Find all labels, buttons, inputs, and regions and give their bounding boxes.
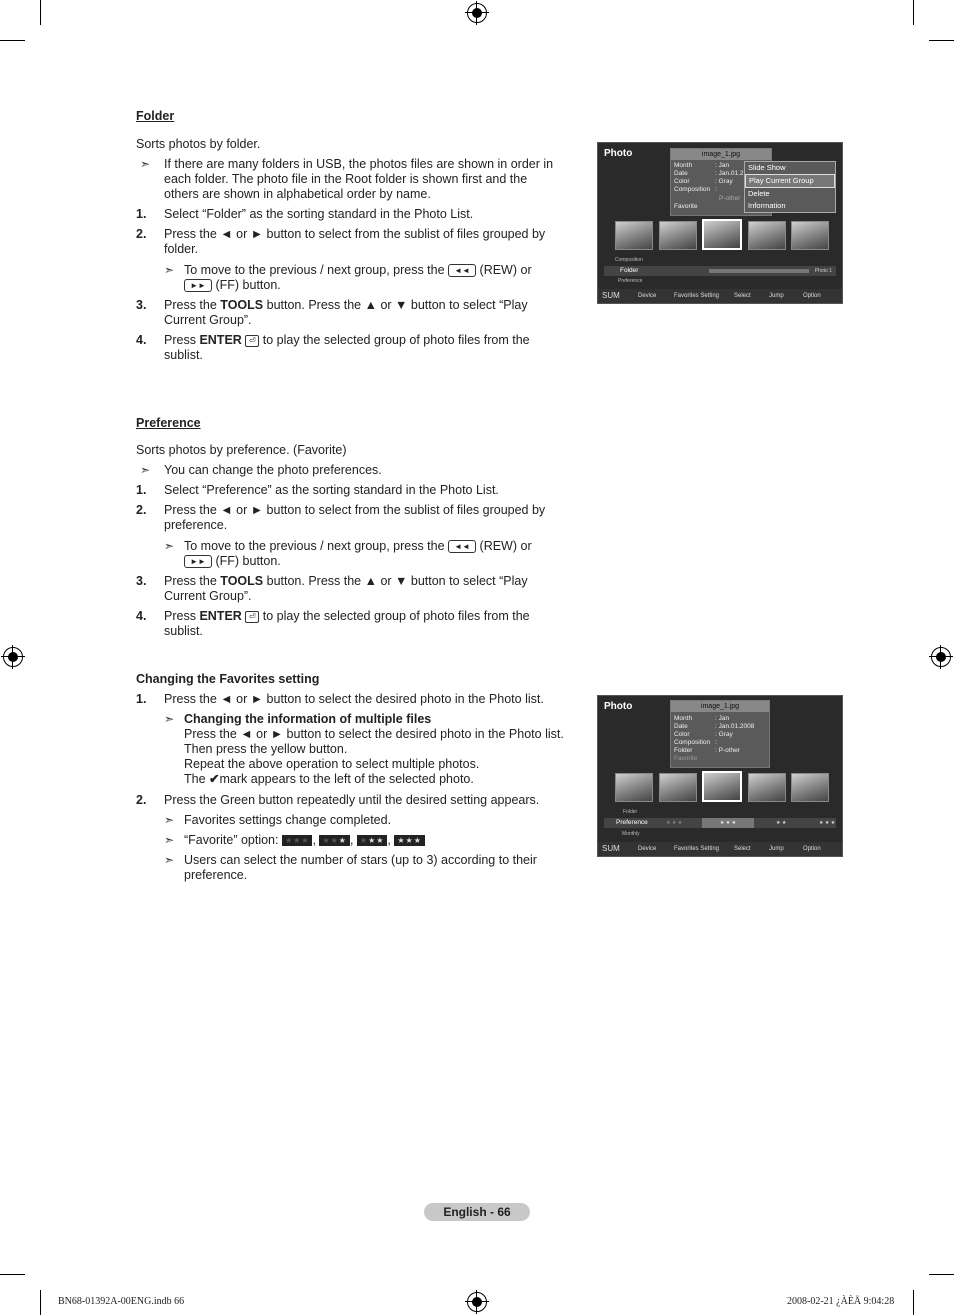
step-number: 4.	[136, 333, 147, 347]
folder-step1: Select “Folder” as the sorting standard in the Photo List.	[164, 207, 474, 221]
note-arrow-icon: ➣	[164, 813, 175, 827]
tv-screen-folder	[597, 142, 843, 304]
crop-mark	[0, 40, 25, 41]
group-bar	[604, 818, 836, 828]
crop-mark	[913, 1290, 914, 1315]
sub-text: Then press the yellow button.	[184, 742, 348, 756]
menu-item-play-current-group[interactable]: Play Current Group	[745, 174, 835, 188]
info-label: Month	[674, 162, 693, 169]
note-text: To move to the previous / next group, press the	[184, 539, 445, 553]
note-text: To move to the previous / next group, press the	[184, 263, 445, 277]
info-value: P-other	[719, 195, 741, 202]
check-icon: ✔	[209, 772, 220, 786]
info-value: : Jan	[715, 162, 730, 169]
tools-label: TOOLS	[220, 574, 264, 588]
favorites-step2: Press the Green button repeatedly until the desired setting appears.	[164, 793, 540, 807]
preference-step2-note	[184, 539, 564, 569]
note-arrow-icon: ➣	[140, 463, 151, 477]
sub-heading: Changing the information of multiple files	[184, 712, 432, 726]
status-option: Option	[803, 846, 821, 852]
step-number: 2.	[136, 227, 147, 241]
step-number: 2.	[136, 793, 147, 807]
section-heading-favorites: Changing the Favorites setting	[136, 672, 320, 686]
group-progress	[709, 269, 809, 273]
rew-icon: ◄◄	[448, 540, 476, 553]
star-rating-3-icon: ★★★	[394, 835, 425, 846]
photo-thumbnail[interactable]	[615, 773, 653, 802]
favorites-step1: Press the ◄ or ► button to select the desired photo in the Photo list.	[164, 692, 544, 706]
info-label: Composition	[674, 739, 711, 746]
page-number-badge: English - 66	[424, 1203, 530, 1221]
info-label: Color	[674, 178, 690, 185]
pref-stars: ★ ★ ★	[819, 820, 836, 826]
photo-thumbnail[interactable]	[791, 773, 829, 802]
info-value: : Jan.01.2008	[715, 723, 755, 730]
info-value: :	[715, 739, 717, 746]
status-jump: Jump	[769, 846, 784, 852]
folder-step4	[164, 333, 564, 363]
tv-screen-preference	[597, 695, 843, 857]
preference-step3	[164, 574, 564, 604]
info-label: Favorite	[674, 203, 698, 210]
crop-mark	[40, 0, 41, 25]
preference-step1: Select “Preference” as the sorting standard in the Photo List.	[164, 483, 499, 497]
star-rating-0-icon: ★★★	[282, 835, 313, 846]
status-device: Device	[638, 846, 657, 852]
file-info: BN68-01392A-00ENG.indb 66	[58, 1296, 185, 1307]
group-label: Monthly	[622, 831, 640, 837]
crop-mark	[913, 0, 914, 25]
ff-icon: ►►	[184, 555, 212, 568]
sum-label: SUM	[602, 844, 620, 853]
folder-step2: Press the ◄ or ► button to select from the sublist of files grouped by folder.	[164, 227, 546, 256]
note-arrow-icon: ➣	[164, 833, 175, 847]
status-select: Select	[734, 293, 751, 299]
pref-stars: ★ ★	[776, 820, 787, 826]
step-number: 1.	[136, 692, 147, 706]
file-name: image_1.jpg	[671, 149, 771, 160]
folder-intro: Sorts photos by folder.	[136, 137, 261, 151]
note-text: (FF) button.	[215, 278, 281, 292]
status-select: Select	[734, 846, 751, 852]
section-heading-preference: Preference	[136, 416, 201, 430]
enter-icon: ⏎	[245, 335, 259, 347]
crop-mark	[0, 1274, 25, 1275]
favorites-note-c: Users can select the number of stars (up to 3) according to their preference.	[184, 853, 537, 882]
info-value: : Jan	[715, 715, 730, 722]
note-text: (REW) or	[479, 263, 532, 277]
status-bar	[598, 842, 842, 856]
crop-mark	[929, 40, 954, 41]
group-current: Preference	[616, 819, 648, 826]
step-text: button. Press the ▲ or ▼ button to select “Play Current Group”.	[164, 574, 528, 603]
preference-intro: Sorts photos by preference. (Favorite)	[136, 443, 347, 457]
info-label: Composition	[674, 186, 711, 193]
info-value: : P-other	[715, 747, 740, 754]
step-text: button. Press the ▲ or ▼ button to select “Play Current Group”.	[164, 298, 528, 327]
favorites-note-a: Favorites settings change completed.	[184, 813, 392, 827]
registration-mark-icon	[3, 647, 23, 667]
note-arrow-icon: ➣	[164, 263, 175, 277]
menu-item-slideshow[interactable]: Slide Show	[748, 163, 786, 172]
print-timestamp: 2008-02-21 ¿ÀÈÄ 9:04:28	[787, 1296, 895, 1307]
group-label: Preference	[618, 278, 643, 284]
menu-item-information[interactable]: Information	[748, 201, 786, 210]
registration-mark-icon	[467, 3, 487, 23]
photo-thumbnail[interactable]	[748, 221, 786, 250]
favorites-multi-files	[184, 712, 584, 787]
status-favorites: Favorites Setting	[674, 293, 720, 299]
file-name: image_1.jpg	[671, 701, 769, 712]
photo-thumbnail[interactable]	[659, 221, 697, 250]
step-number: 1.	[136, 207, 147, 221]
folder-note: If there are many folders in USB, the photos files are shown in order in each folder. The photo file in the Root folder is shown first and the others are shown in alphabetical order by name.	[164, 157, 554, 201]
group-current: Folder	[620, 267, 639, 274]
note-arrow-icon: ➣	[164, 539, 175, 553]
photo-thumbnail-selected[interactable]	[702, 771, 742, 802]
sub-text: mark appears to the left of the selected photo.	[219, 772, 474, 786]
group-bar	[604, 266, 836, 276]
registration-mark-icon	[931, 647, 951, 667]
info-value: :	[715, 186, 717, 193]
info-label: Date	[674, 723, 688, 730]
info-label: Date	[674, 170, 688, 177]
step-text: to play the selected group of photo files from the sublist.	[164, 609, 530, 638]
photo-thumbnail[interactable]	[748, 773, 786, 802]
note-arrow-icon: ➣	[164, 853, 175, 867]
sub-text: Repeat the above operation to select multiple photos.	[184, 757, 480, 771]
star-rating-1-icon: ★★★	[319, 835, 350, 846]
sub-text: The	[184, 772, 206, 786]
group-right-label: Photo 1	[814, 268, 832, 274]
pref-stars-selected: ★ ★ ★	[702, 818, 754, 828]
tools-label: TOOLS	[220, 298, 264, 312]
status-bar	[598, 289, 842, 303]
step-text: Press	[164, 609, 196, 623]
step-text: Press the	[164, 298, 217, 312]
status-favorites: Favorites Setting	[674, 846, 720, 852]
enter-label: ENTER	[199, 609, 242, 623]
section-heading-folder: Folder	[136, 109, 175, 123]
info-value: : Gray	[715, 178, 733, 185]
preference-note: You can change the photo preferences.	[164, 463, 382, 477]
screen-title: Photo	[604, 148, 633, 159]
photo-thumbnail-selected[interactable]	[702, 219, 742, 250]
info-label: Month	[674, 715, 693, 722]
folder-step2-note	[184, 263, 564, 293]
photo-thumbnail[interactable]	[615, 221, 653, 250]
menu-item-delete[interactable]: Delete	[748, 189, 770, 198]
photo-thumbnail[interactable]	[791, 221, 829, 250]
step-number: 4.	[136, 609, 147, 623]
preference-step4	[164, 609, 564, 639]
status-jump: Jump	[769, 293, 784, 299]
favorites-note-b: “Favorite” option: ★★★ , ★★★ , ★★★ , ★★★	[184, 833, 425, 848]
note-arrow-icon: ➣	[164, 712, 175, 726]
registration-mark-icon	[467, 1292, 487, 1312]
status-device: Device	[638, 293, 657, 299]
step-text: Press the	[164, 574, 217, 588]
folder-step3	[164, 298, 564, 328]
star-rating-2-icon: ★★★	[357, 835, 388, 846]
crop-mark	[929, 1274, 954, 1275]
preference-step2: Press the ◄ or ► button to select from the sublist of files grouped by preference.	[164, 503, 546, 532]
step-text: to play the selected group of photo files from the sublist.	[164, 333, 530, 362]
info-value: : Jan.01.2	[715, 170, 744, 177]
group-label: Folder	[623, 809, 638, 815]
crop-mark	[40, 1290, 41, 1315]
step-number: 2.	[136, 503, 147, 517]
enter-icon: ⏎	[245, 611, 259, 623]
rew-icon: ◄◄	[448, 264, 476, 277]
info-panel	[670, 700, 770, 768]
info-label: Color	[674, 731, 690, 738]
screen-title: Photo	[604, 701, 633, 712]
note-arrow-icon: ➣	[140, 157, 151, 171]
sub-text: Press the ◄ or ► button to select the desired photo in the Photo list.	[184, 727, 564, 741]
step-text: Press	[164, 333, 196, 347]
sum-label: SUM	[602, 291, 620, 300]
status-option: Option	[803, 293, 821, 299]
info-label: Folder	[674, 747, 693, 754]
group-label: Composition	[615, 257, 643, 263]
step-number: 3.	[136, 574, 147, 588]
photo-thumbnail[interactable]	[659, 773, 697, 802]
info-value: : Gray	[715, 731, 733, 738]
enter-label: ENTER	[199, 333, 242, 347]
step-number: 3.	[136, 298, 147, 312]
ff-icon: ►►	[184, 279, 212, 292]
info-label: Favorite	[674, 755, 698, 762]
note-text: (REW) or	[479, 539, 532, 553]
pref-stars: ★ ★ ★	[666, 820, 683, 826]
step-number: 1.	[136, 483, 147, 497]
note-text: (FF) button.	[215, 554, 281, 568]
tools-menu	[744, 161, 836, 213]
note-text: “Favorite” option:	[184, 833, 279, 847]
